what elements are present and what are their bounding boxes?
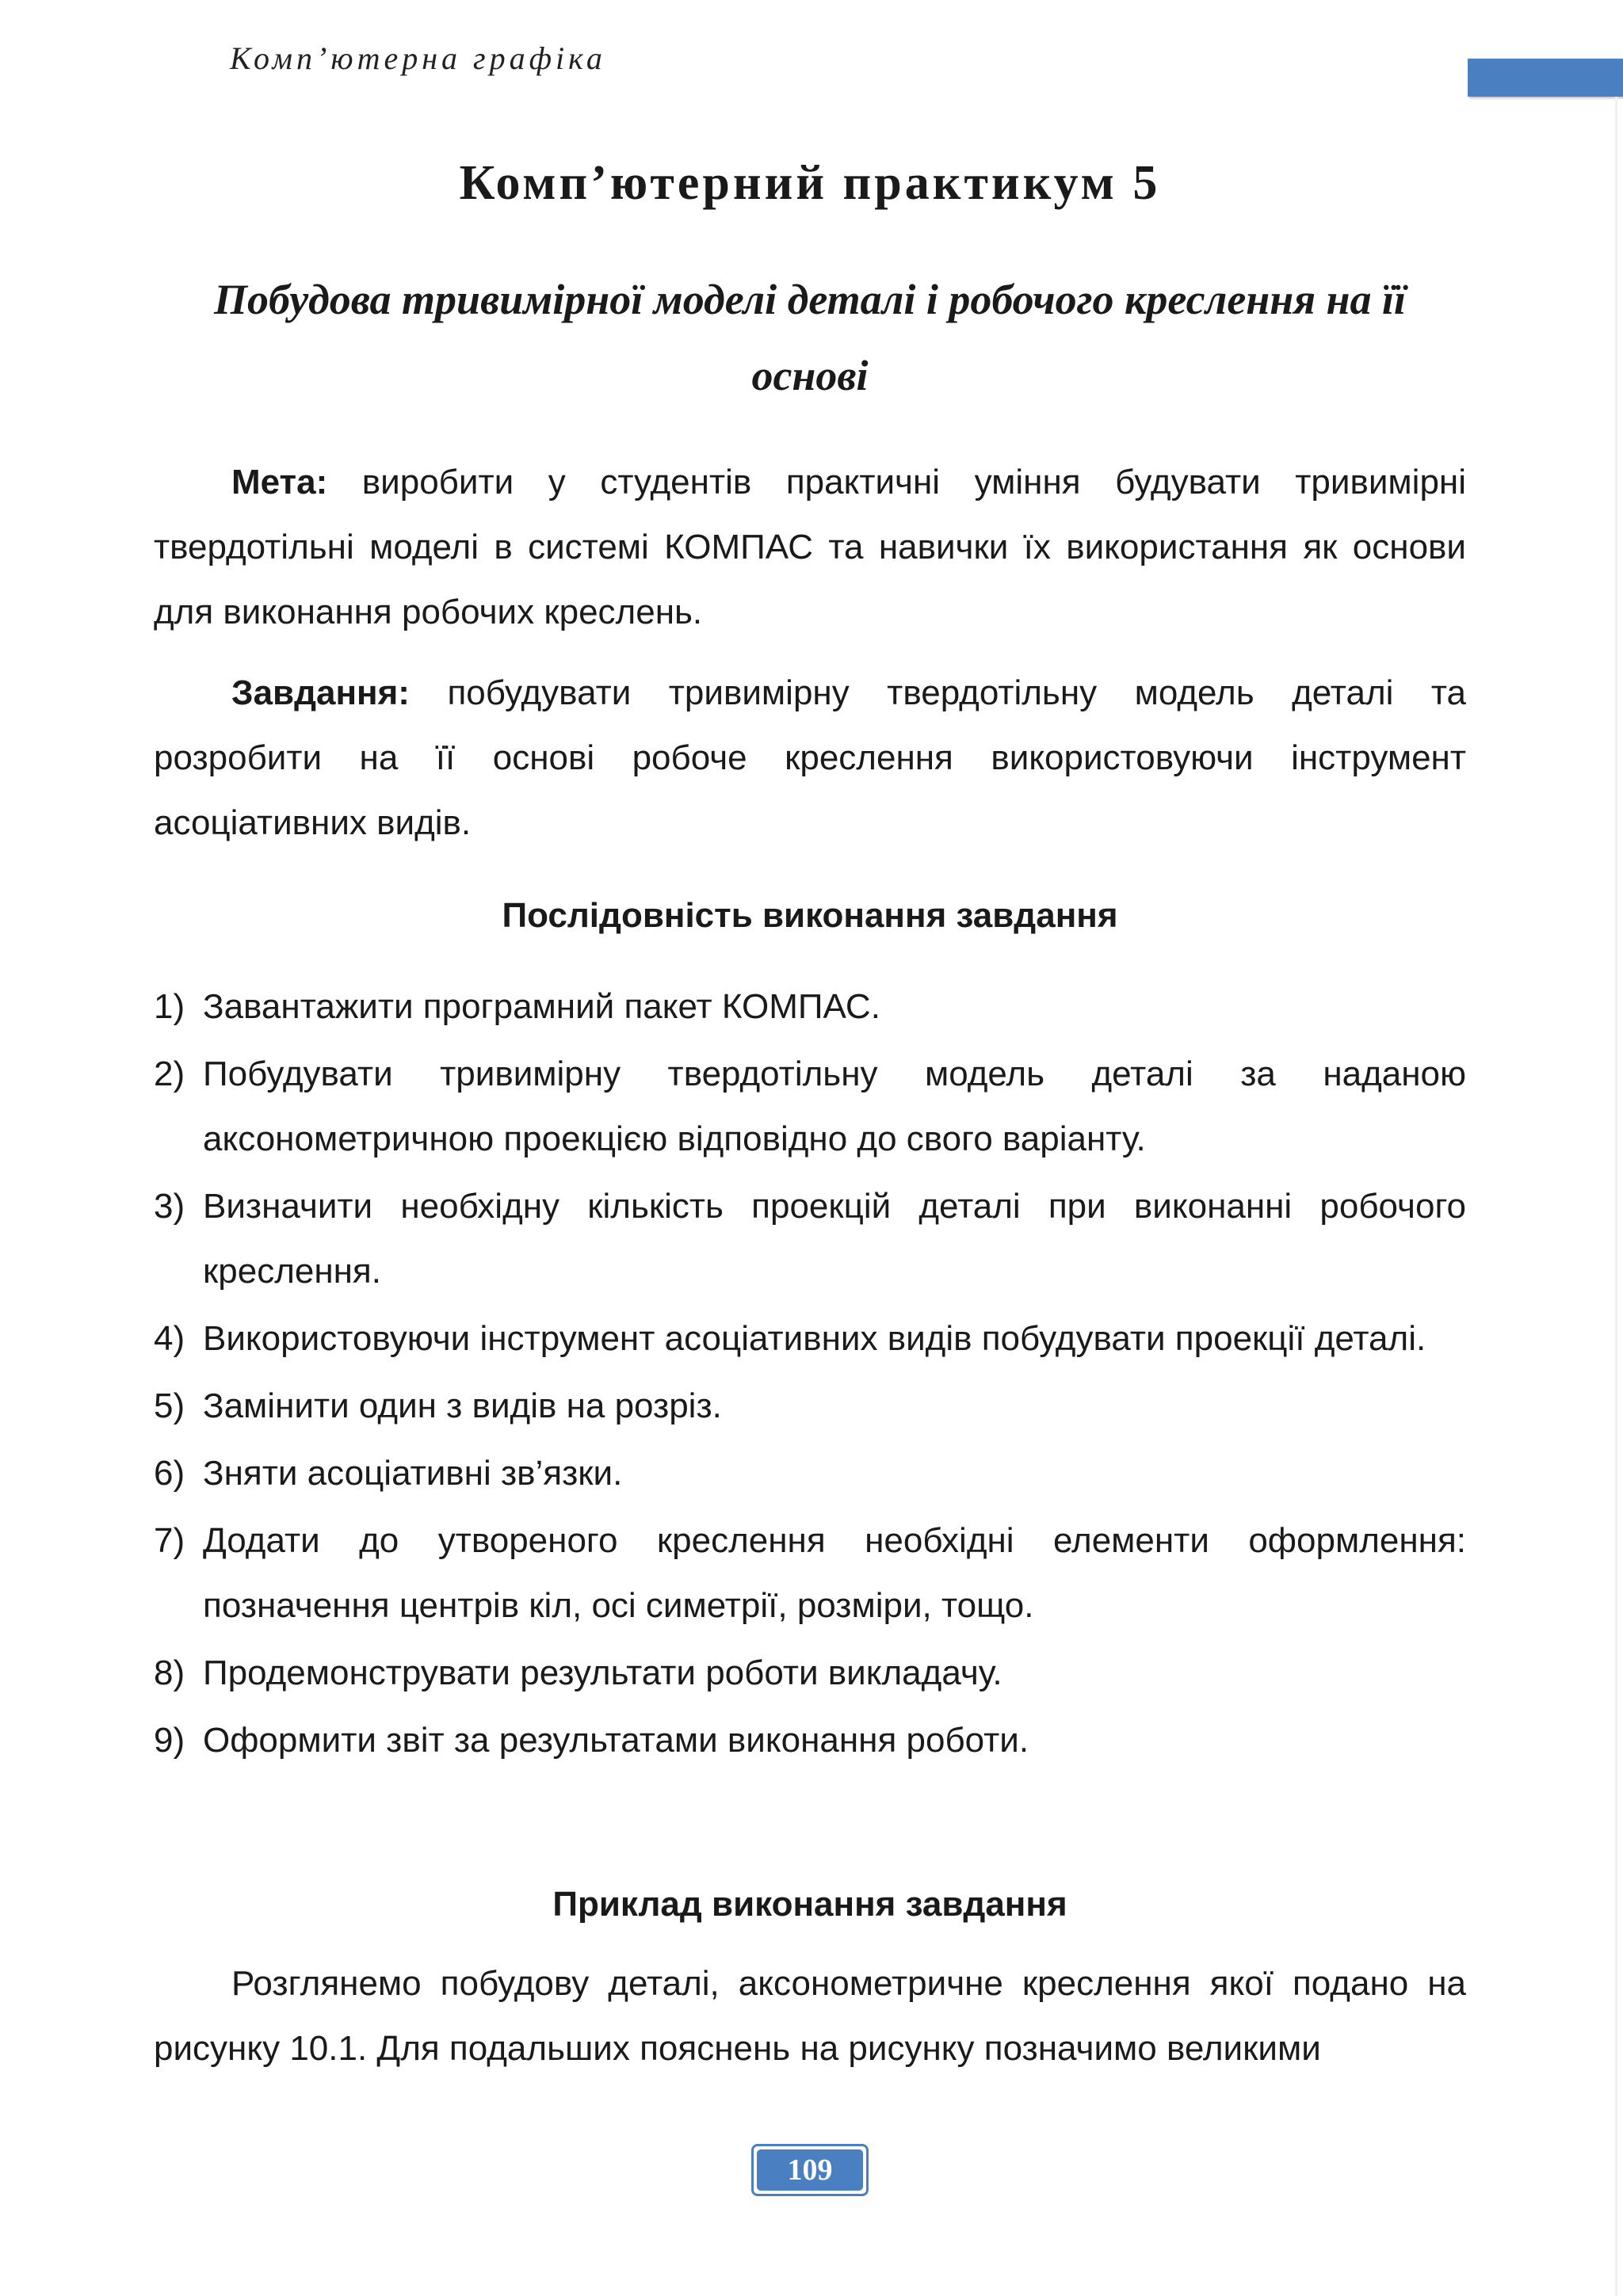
step-number: 6) [154, 1454, 185, 1493]
running-header: Комп’ютерна графіка [230, 40, 606, 76]
list-item [154, 974, 1466, 1039]
step-number: 5) [154, 1386, 185, 1425]
goal-label: Мета: [231, 463, 328, 502]
step-text: Продемонструвати результати роботи викладачу. [203, 1653, 1002, 1692]
step-text: Визначити необхідну кількість проекцій деталі при виконанні робочого креслення. [203, 1187, 1466, 1291]
page-number: 109 [757, 2149, 863, 2191]
step-text: Використовуючи інструмент асоціативних видів побудувати проекції деталі. [203, 1319, 1426, 1358]
step-text: Замінити один з видів на розріз. [203, 1386, 722, 1425]
steps-list [154, 974, 1466, 1775]
step-number: 2) [154, 1055, 185, 1093]
step-number: 7) [154, 1521, 185, 1560]
list-item [154, 1306, 1466, 1371]
practicum-title: Комп’ютерний практикум 5 [459, 156, 1161, 210]
list-item [154, 1708, 1466, 1773]
page-number-badge [751, 2144, 869, 2196]
step-number: 8) [154, 1653, 185, 1692]
goal-paragraph [154, 450, 1466, 645]
list-item [154, 1374, 1466, 1439]
step-text: Побудувати тривимірну твердотільну модель деталі за наданою аксонометричною проекцією відповідно до свого варіанту. [203, 1055, 1466, 1158]
list-item [154, 1042, 1466, 1172]
header-accent-bar [1468, 59, 1623, 97]
step-text: Оформити звіт за результатами виконання роботи. [203, 1721, 1029, 1760]
sequence-heading: Послідовність виконання завдання [502, 896, 1118, 935]
step-number: 4) [154, 1319, 185, 1358]
list-item [154, 1441, 1466, 1506]
task-text: побудувати тривимірну твердотільну модель деталі та розробити на її основі робоче креслення використовуючи інструмент асоціативних видів. [154, 673, 1466, 842]
list-item [154, 1174, 1466, 1304]
page-edge-line [1615, 97, 1617, 2296]
task-paragraph [154, 661, 1466, 856]
step-text: Зняти асоціативні зв’язки. [203, 1454, 623, 1493]
goal-text: виробити у студентів практичні уміння будувати тривимірні твердотільні моделі в системі КОМПАС та навички їх використання як основи для виконання робочих креслень. [154, 463, 1466, 631]
step-text: Додати до утвореного креслення необхідні елементи оформлення: позначення центрів кіл, осі симетрії, розміри, тощо. [203, 1521, 1466, 1625]
example-heading: Приклад виконання завдання [552, 1885, 1067, 1924]
list-item [154, 1508, 1466, 1638]
step-number: 3) [154, 1187, 185, 1226]
list-item [154, 1641, 1466, 1706]
step-number: 1) [154, 987, 185, 1026]
task-label: Завдання: [231, 673, 410, 712]
step-number: 9) [154, 1721, 185, 1760]
example-paragraph: Розглянемо побудову деталі, аксонометричне креслення якої подано на рисунку 10.1. Для подальших пояснень на рисунку позначимо великими [154, 1964, 1466, 2068]
step-text: Завантажити програмний пакет КОМПАС. [203, 987, 880, 1026]
practicum-subtitle: Побудова тривимірної моделі деталі і робочого креслення на її основі [213, 276, 1407, 399]
